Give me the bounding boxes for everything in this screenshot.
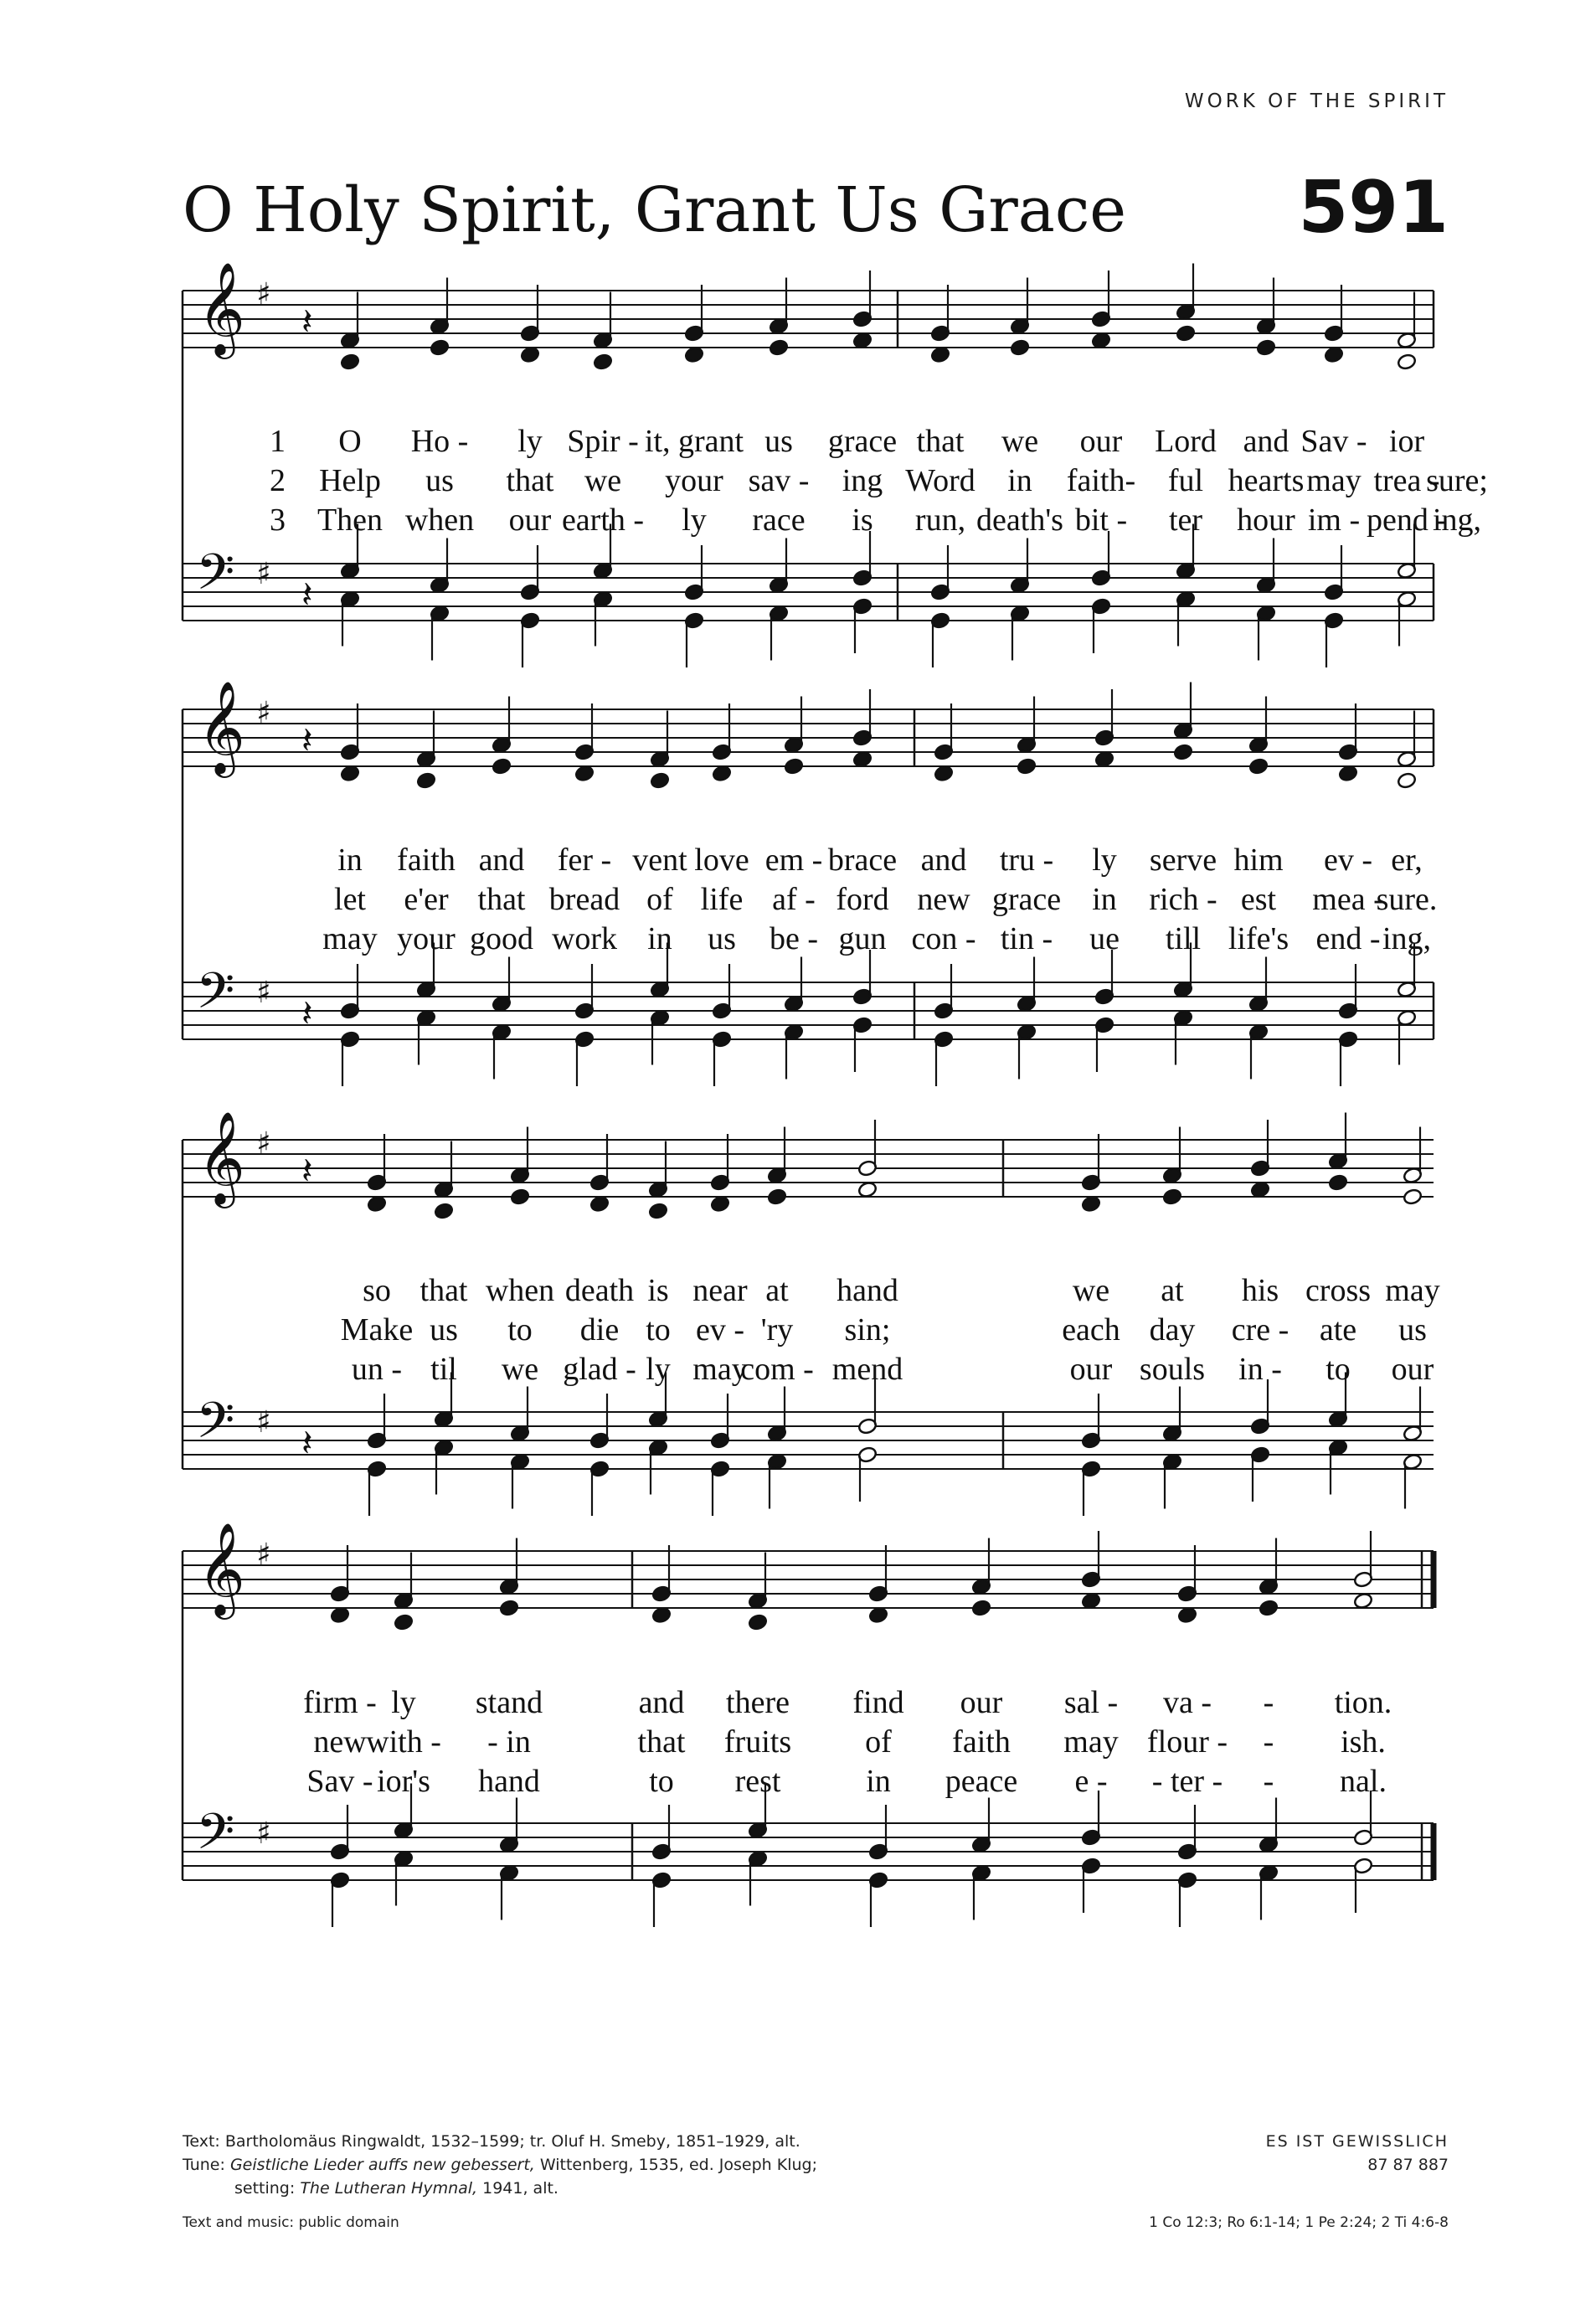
lyric-syllable: life — [700, 882, 744, 917]
lyric-syllable: - — [1263, 1724, 1274, 1760]
note — [971, 1798, 991, 1853]
lyric-syllable: - — [1263, 1764, 1274, 1799]
lyric-syllable: love — [694, 843, 749, 878]
lyric-syllable: we — [501, 1352, 539, 1387]
key-signature-sharp: ♯ — [256, 976, 271, 1010]
lyric-syllable: new — [917, 882, 970, 917]
lyric-syllable: Ho - — [410, 424, 469, 459]
lyric-syllable: that — [506, 463, 554, 498]
note — [394, 1850, 414, 1905]
note — [971, 1600, 991, 1617]
lyric-syllable: we — [584, 463, 622, 498]
lyric-syllable: may — [1063, 1724, 1119, 1760]
lyric-syllable: - in — [487, 1724, 531, 1760]
note — [394, 1614, 414, 1631]
lyric-syllable: ter — [1168, 502, 1203, 538]
lyric-syllable: grace — [991, 882, 1062, 917]
verse-number: 2 — [270, 463, 286, 498]
lyric-syllable: sav - — [748, 463, 810, 498]
treble-clef-icon: 𝄞 — [198, 680, 245, 774]
lyric-syllable: and — [920, 843, 967, 878]
note — [748, 1850, 768, 1905]
lyric-syllable: ful — [1167, 463, 1204, 498]
lyric-syllable: till — [1165, 921, 1202, 956]
lyric-syllable: of — [646, 882, 673, 917]
lyric-syllable: your — [397, 921, 456, 956]
quarter-rest-icon: 𝄽 — [301, 301, 313, 343]
lyric-syllable: sure. — [1376, 882, 1438, 917]
lyric-syllable: con - — [911, 921, 976, 956]
lyric-syllable: 'ry — [760, 1312, 794, 1348]
lyric-syllable: trea - — [1373, 463, 1440, 498]
lyric-syllable: ly — [517, 424, 543, 459]
note — [1177, 1872, 1197, 1927]
note — [1081, 1858, 1101, 1913]
lyric-syllable: to — [507, 1312, 533, 1348]
lyric-syllable: we — [1072, 1273, 1110, 1308]
quarter-rest-icon: 𝄽 — [301, 1150, 313, 1193]
lyric-syllable: find — [852, 1685, 904, 1720]
lyric-syllable: va - — [1162, 1685, 1212, 1720]
lyric-syllable: e - — [1074, 1764, 1108, 1799]
key-signature-sharp: ♯ — [256, 277, 271, 312]
treble-clef-icon: 𝄞 — [198, 1110, 245, 1204]
lyric-syllable: bit - — [1074, 502, 1128, 538]
lyric-syllable: us — [430, 1312, 458, 1348]
note — [971, 1538, 991, 1595]
lyric-syllable: your — [665, 463, 723, 498]
lyric-syllable: Help — [319, 463, 381, 498]
note — [868, 1545, 888, 1602]
quarter-rest-icon: 𝄽 — [301, 1422, 313, 1465]
bass-clef-icon: 𝄢 — [196, 961, 235, 1032]
quarter-rest-icon: 𝄽 — [301, 719, 313, 762]
lyric-syllable: ly — [646, 1352, 671, 1387]
lyric-syllable: rich - — [1149, 882, 1217, 917]
lyric-syllable: Make — [340, 1312, 414, 1348]
lyric-syllable: our — [1391, 1352, 1434, 1387]
note — [1177, 1606, 1197, 1624]
lyric-syllable: our — [1069, 1352, 1113, 1387]
tune-info — [1266, 2130, 1449, 2177]
note — [1081, 1531, 1101, 1588]
lyric-syllable: tion. — [1334, 1685, 1392, 1720]
lyric-stanza-2 — [0, 1724, 1570, 1760]
lyric-syllable: in — [647, 921, 672, 956]
lyric-syllable: Sav - — [1300, 424, 1367, 459]
lyric-syllable: work — [551, 921, 618, 956]
quarter-rest-icon: 𝄽 — [301, 992, 313, 1035]
treble-clef-icon: 𝄞 — [198, 1522, 245, 1615]
tune-source: Geistliche Lieder auffs new gebessert, — [229, 2156, 535, 2174]
section-label: WORK OF THE SPIRIT — [1184, 90, 1449, 112]
lyric-syllable: cre - — [1231, 1312, 1289, 1348]
lyric-syllable: nal. — [1340, 1764, 1387, 1799]
lyric-syllable: is — [647, 1273, 669, 1308]
lyric-syllable: ior's — [377, 1764, 430, 1799]
key-signature-sharp: ♯ — [256, 1405, 271, 1440]
key-signature-sharp: ♯ — [256, 557, 271, 591]
setting-rest: 1941, alt. — [477, 2179, 559, 2198]
lyric-syllable: firm - — [303, 1685, 377, 1720]
note — [651, 1545, 672, 1602]
lyric-syllable: hearts — [1228, 463, 1305, 498]
lyric-syllable: may — [1306, 463, 1362, 498]
lyric-syllable: Word — [905, 463, 975, 498]
note — [1353, 1592, 1373, 1610]
lyric-syllable: us — [1398, 1312, 1427, 1348]
lyric-syllable: vent — [632, 843, 687, 878]
lyric-syllable: O — [338, 424, 362, 459]
quarter-rest-icon: 𝄽 — [301, 574, 313, 616]
note — [1177, 1545, 1197, 1602]
lyric-syllable: Spir - — [567, 424, 639, 459]
lyric-syllable: ev - — [1323, 843, 1373, 878]
scripture-references: 1 Co 12:3; Ro 6:1-14; 1 Pe 2:24; 2 Ti 4:6-8 — [1149, 2214, 1449, 2231]
lyric-syllable: er, — [1391, 843, 1423, 878]
lyric-syllable: die — [579, 1312, 620, 1348]
lyric-syllable: ish. — [1341, 1724, 1386, 1760]
lyric-syllable: in — [1092, 882, 1117, 917]
lyric-syllable: gun — [838, 921, 887, 956]
lyric-syllable: new — [313, 1724, 367, 1760]
lyric-syllable: may — [1385, 1273, 1440, 1308]
lyric-syllable: let — [334, 882, 366, 917]
lyric-syllable: that — [637, 1724, 686, 1760]
lyric-syllable: ly — [682, 502, 707, 538]
lyric-syllable: at — [1161, 1273, 1184, 1308]
note — [748, 1614, 768, 1631]
lyric-syllable: of — [865, 1724, 892, 1760]
lyric-syllable: faith — [397, 843, 456, 878]
lyric-syllable: with - — [366, 1724, 441, 1760]
bass-clef-icon: 𝄢 — [196, 543, 235, 613]
hymn-title: O Holy Spirit, Grant Us Grace — [183, 174, 1127, 246]
bass-clef-icon: 𝄢 — [196, 1802, 235, 1873]
lyric-syllable: est — [1240, 882, 1277, 917]
lyric-syllable: ev - — [695, 1312, 745, 1348]
lyric-syllable: mea - — [1312, 882, 1384, 917]
lyric-syllable: us — [764, 424, 793, 459]
lyric-syllable: when — [485, 1273, 555, 1308]
verse-number: 1 — [270, 424, 286, 459]
note — [499, 1798, 519, 1853]
lyric-syllable: fruits — [723, 1724, 792, 1760]
credits — [183, 2130, 817, 2200]
note — [1259, 1798, 1279, 1853]
lyric-syllable: til — [430, 1352, 457, 1387]
lyric-syllable: ue — [1089, 921, 1120, 956]
lyric-syllable: af - — [772, 882, 816, 917]
lyric-syllable: pend - — [1366, 502, 1448, 538]
lyric-syllable: rest — [734, 1764, 781, 1799]
note — [1353, 1531, 1373, 1588]
note — [1259, 1538, 1279, 1595]
public-domain-note: Text and music: public domain — [183, 2214, 399, 2231]
lyric-syllable: tru - — [999, 843, 1054, 878]
lyric-syllable: there — [726, 1685, 790, 1720]
note — [1177, 1805, 1197, 1860]
key-signature-sharp: ♯ — [256, 1538, 271, 1572]
note — [394, 1553, 414, 1610]
bass-staff — [183, 1823, 1434, 1880]
lyric-syllable: glad - — [563, 1352, 636, 1387]
lyric-syllable: mend — [831, 1352, 903, 1387]
lyric-syllable: in — [1007, 463, 1032, 498]
lyric-syllable: may — [322, 921, 378, 956]
lyric-syllable: it, grant — [644, 424, 744, 459]
lyric-syllable: at — [765, 1273, 789, 1308]
setting-source: The Lutheran Hymnal, — [300, 2179, 478, 2198]
lyric-syllable: us — [425, 463, 454, 498]
lyric-syllable: that — [477, 882, 526, 917]
lyric-syllable: in — [337, 843, 363, 878]
lyric-syllable: near — [692, 1273, 748, 1308]
verse-number: 3 — [270, 502, 286, 538]
lyric-syllable: ing, — [1382, 921, 1432, 956]
lyric-syllable: sal - — [1063, 1685, 1119, 1720]
lyric-syllable: is — [852, 502, 873, 538]
lyric-syllable: serve — [1149, 843, 1217, 878]
lyric-syllable: may — [692, 1352, 748, 1387]
lyric-syllable: death — [564, 1273, 635, 1308]
lyric-syllable: ford — [836, 882, 889, 917]
lyric-syllable: in - — [1238, 1352, 1282, 1387]
lyric-syllable: run, — [914, 502, 966, 538]
lyric-syllable: hour — [1237, 502, 1295, 538]
lyric-syllable: death's — [976, 502, 1063, 538]
lyric-syllable: us — [708, 921, 736, 956]
lyric-syllable: hand — [478, 1764, 540, 1799]
note — [499, 1600, 519, 1617]
lyric-syllable: our — [960, 1685, 1003, 1720]
note — [499, 1538, 519, 1595]
lyric-syllable: stand — [475, 1685, 543, 1720]
note — [748, 1553, 768, 1610]
lyric-syllable: un - — [351, 1352, 403, 1387]
hymn-number: 591 — [1298, 166, 1449, 250]
lyric-syllable: faith — [952, 1724, 1011, 1760]
note — [330, 1606, 350, 1624]
lyric-syllable: im - — [1307, 502, 1361, 538]
lyric-syllable: in — [866, 1764, 891, 1799]
note — [1353, 1858, 1373, 1913]
note — [651, 1805, 672, 1860]
lyric-stanza-1 — [0, 1684, 1570, 1721]
lyric-syllable: sure; — [1426, 463, 1488, 498]
lyric-syllable: grace — [827, 424, 898, 459]
lyric-syllable: ior — [1388, 424, 1425, 459]
lyric-syllable: - ter - — [1151, 1764, 1223, 1799]
setting-credit — [183, 2177, 817, 2200]
note — [868, 1606, 888, 1624]
lyric-syllable: ly — [1092, 843, 1117, 878]
lyric-syllable: good — [470, 921, 533, 956]
lyric-syllable: Sav - — [306, 1764, 373, 1799]
lyric-syllable: ing, — [1432, 502, 1482, 538]
lyric-syllable: e'er — [404, 882, 449, 917]
lyric-syllable: our — [1079, 424, 1123, 459]
lyric-syllable: souls — [1139, 1352, 1206, 1387]
lyric-syllable: earth - — [561, 502, 645, 538]
lyric-syllable: that — [916, 424, 965, 459]
lyric-syllable: brace — [827, 843, 898, 878]
key-signature-sharp: ♯ — [256, 1126, 271, 1161]
lyric-syllable: we — [1001, 424, 1039, 459]
lyric-syllable: that — [420, 1273, 468, 1308]
lyric-syllable: to — [649, 1764, 674, 1799]
lyric-syllable: be - — [769, 921, 819, 956]
lyric-syllable: fer - — [557, 843, 612, 878]
bass-clef-icon: 𝄢 — [196, 1391, 235, 1461]
text-credit: Text: Bartholomäus Ringwaldt, 1532–1599; tr. Oluf H. Smeby, 1851–1929, alt. — [183, 2132, 800, 2151]
lyric-syllable: em - — [764, 843, 823, 878]
note — [868, 1805, 888, 1860]
lyric-syllable: to — [646, 1312, 671, 1348]
lyric-syllable: tin - — [1000, 921, 1053, 956]
lyric-syllable: race — [752, 502, 806, 538]
lyric-syllable: our — [508, 502, 552, 538]
note — [1259, 1600, 1279, 1617]
lyric-syllable: each — [1062, 1312, 1120, 1348]
lyric-syllable: ing — [842, 463, 883, 498]
note — [330, 1805, 350, 1860]
lyric-syllable: when — [404, 502, 475, 538]
lyric-syllable: hand — [836, 1273, 898, 1308]
note — [651, 1606, 672, 1624]
lyric-syllable: and — [478, 843, 525, 878]
key-signature-sharp: ♯ — [256, 1816, 271, 1851]
lyric-syllable: life's — [1228, 921, 1289, 956]
lyric-syllable: Lord — [1155, 424, 1217, 459]
note — [499, 1864, 519, 1919]
lyric-syllable: ate — [1319, 1312, 1357, 1348]
lyric-syllable: bread — [548, 882, 620, 917]
lyric-syllable: his — [1241, 1273, 1279, 1308]
tune-name: ES IST GEWISSLICH — [1265, 2132, 1449, 2151]
note — [330, 1872, 350, 1927]
tune-rest: Wittenberg, 1535, ed. Joseph Klug; — [534, 2156, 817, 2174]
note — [971, 1864, 991, 1919]
lyric-syllable: and — [638, 1685, 685, 1720]
lyric-syllable: cross — [1305, 1273, 1372, 1308]
note — [868, 1872, 888, 1927]
note — [1259, 1864, 1279, 1919]
lyric-stanza-3 — [0, 1763, 1570, 1800]
lyric-syllable: peace — [945, 1764, 1018, 1799]
tune-prefix: Tune: — [183, 2156, 230, 2174]
lyric-syllable: so — [363, 1273, 391, 1308]
lyric-syllable: Then — [317, 502, 383, 538]
tune-credit — [183, 2153, 817, 2177]
meter: 87 87 887 — [1367, 2156, 1449, 2174]
lyric-syllable: end - — [1315, 921, 1381, 956]
lyric-syllable: sin; — [844, 1312, 891, 1348]
note — [1081, 1592, 1101, 1610]
lyric-syllable: - — [1263, 1685, 1274, 1720]
lyric-syllable: faith- — [1066, 463, 1136, 498]
lyric-syllable: to — [1325, 1352, 1351, 1387]
setting-prefix: setting: — [234, 2179, 301, 2198]
treble-clef-icon: 𝄞 — [198, 261, 245, 355]
lyric-syllable: him — [1233, 843, 1284, 878]
key-signature-sharp: ♯ — [256, 696, 271, 730]
lyric-syllable: and — [1243, 424, 1289, 459]
lyric-syllable: ly — [391, 1685, 416, 1720]
lyric-syllable: flour - — [1146, 1724, 1228, 1760]
note — [330, 1545, 350, 1602]
treble-staff — [183, 1551, 1434, 1608]
lyric-syllable: day — [1149, 1312, 1196, 1348]
lyric-syllable: com - — [740, 1352, 814, 1387]
note — [651, 1872, 672, 1927]
